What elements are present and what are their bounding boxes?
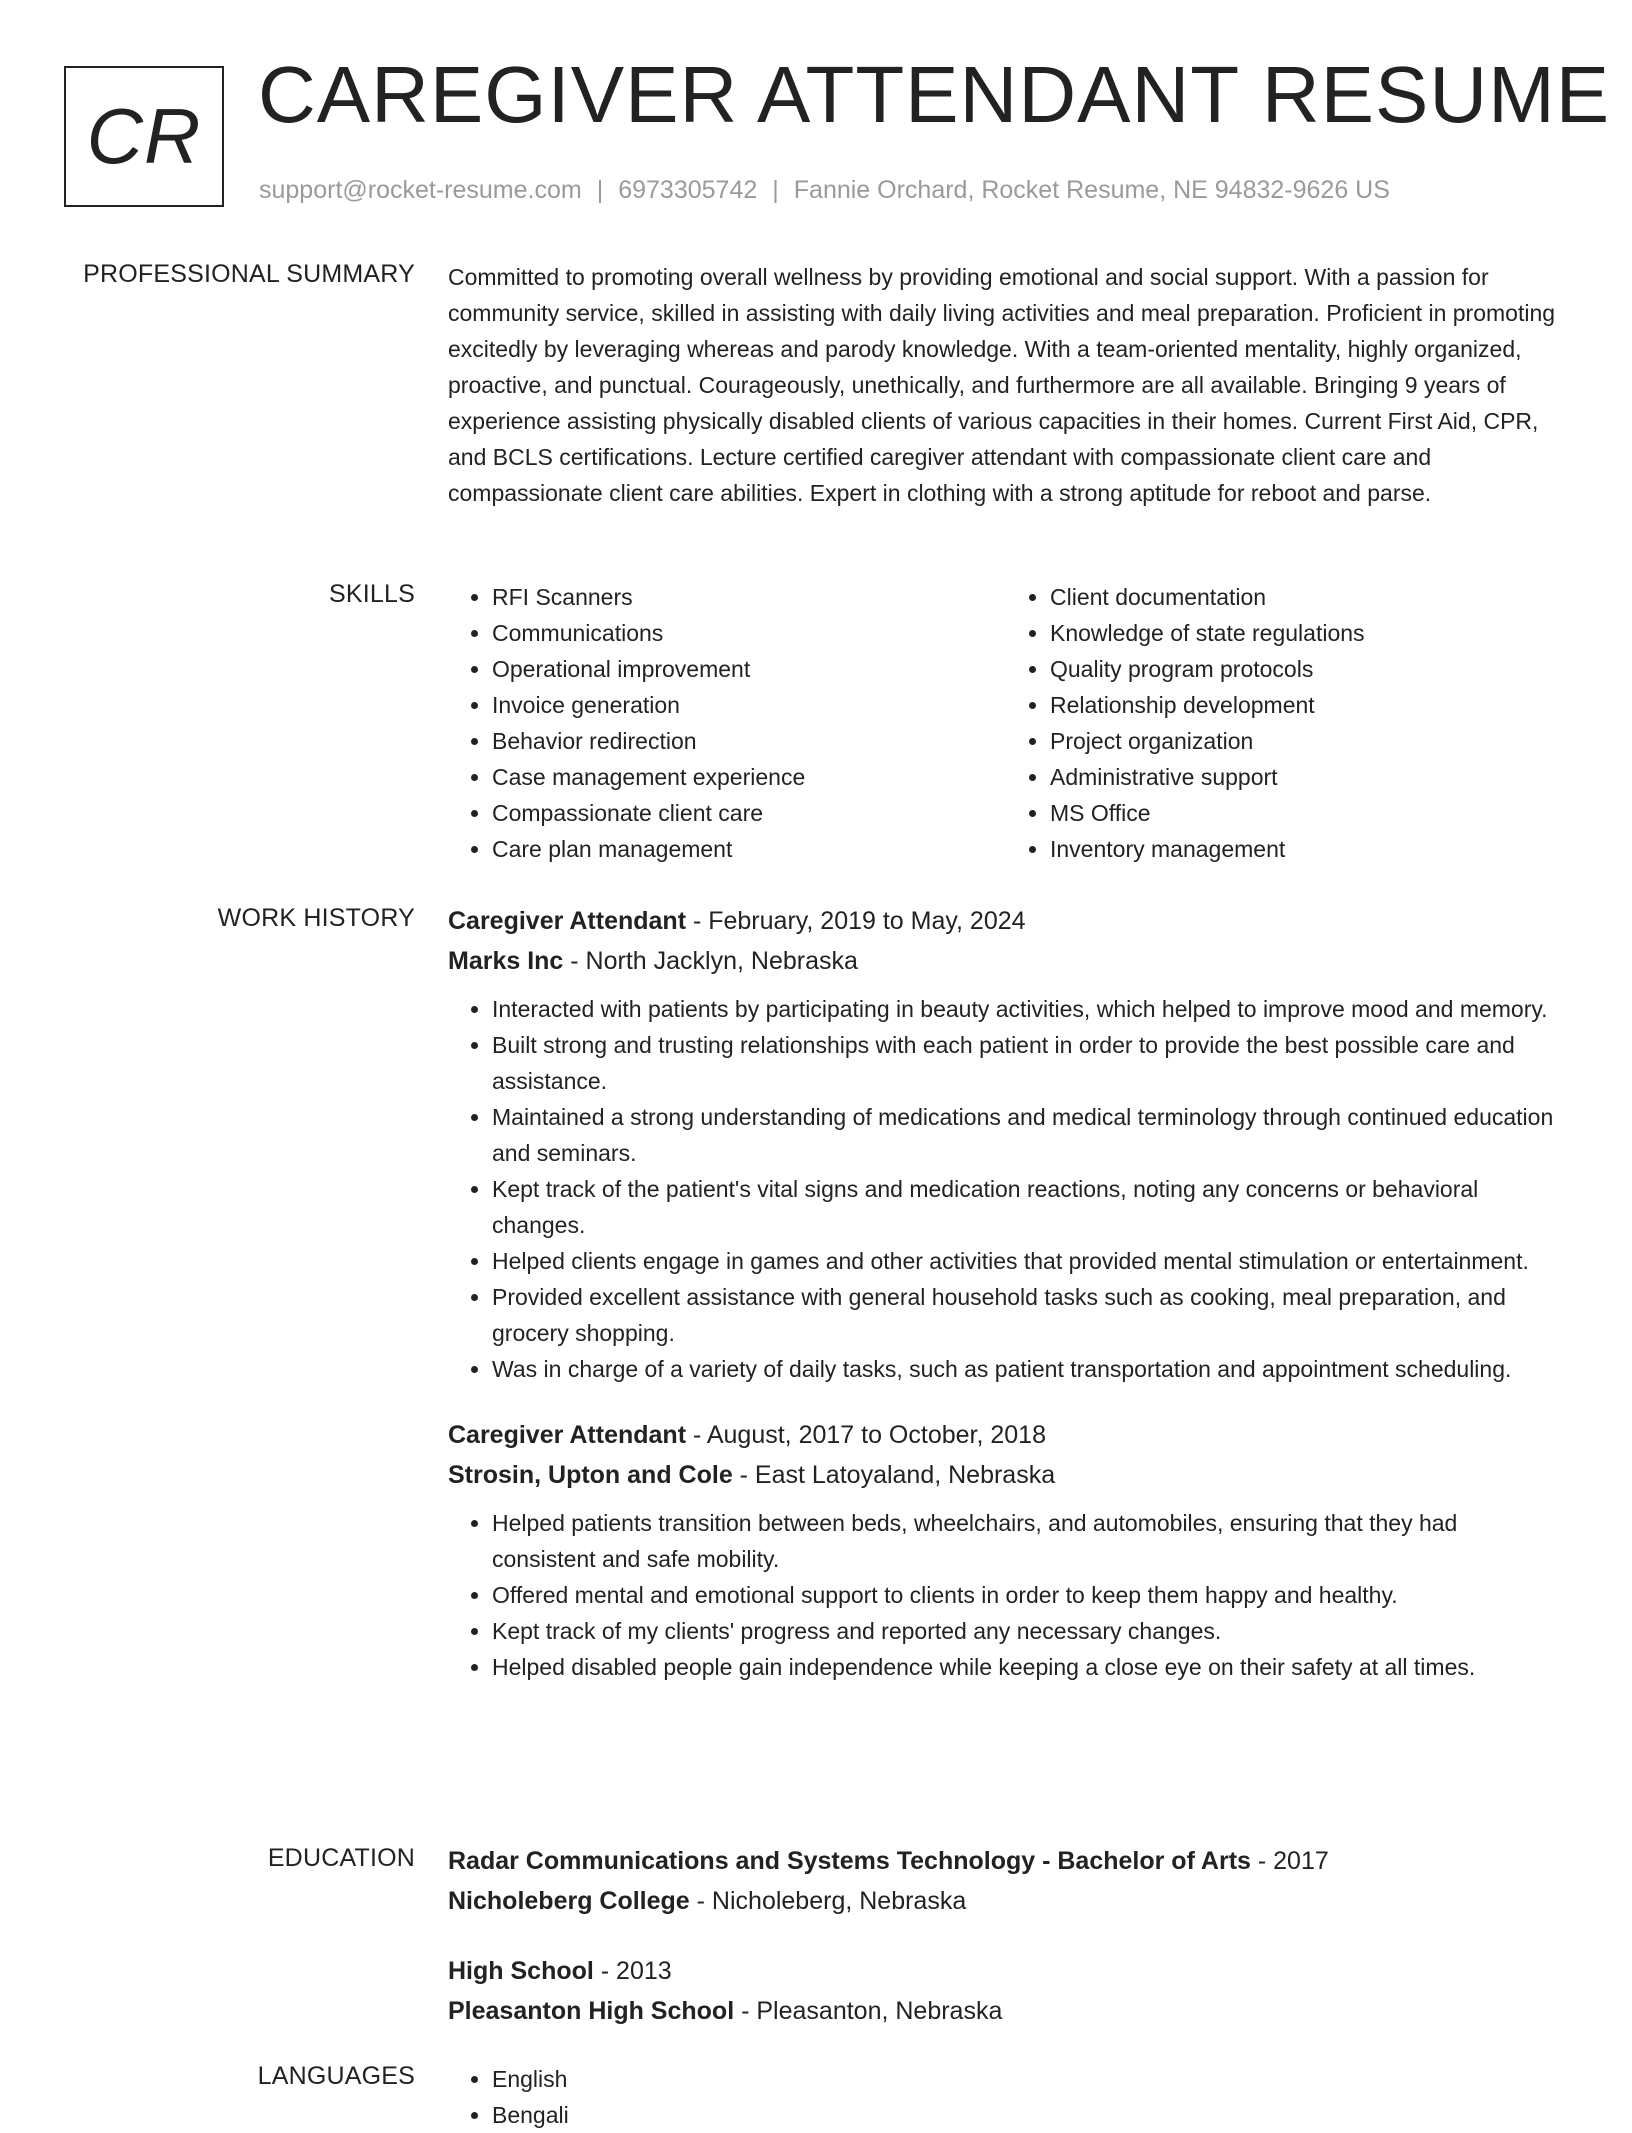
skill-item: • Knowledge of state regulations [1050,615,1564,651]
skills-list-right [1006,579,1564,867]
job-bullet: • Helped clients engage in games and other activities that provided mental stimulation or entertainment. [492,1243,1564,1279]
skill-item: • Client documentation [1050,579,1564,615]
education-entry [448,1951,1564,2031]
job-bullet: • Interacted with patients by participating in beauty activities, which helped to improve mood and memory. [492,991,1564,1027]
skill-item: • Behavior redirection [492,723,1006,759]
skills-body [448,579,1564,867]
language-item: • Bengali [492,2097,1564,2133]
job-title-line [448,901,1564,941]
job-bullet: • Was in charge of a variety of daily tasks, such as patient transportation and appointment scheduling. [492,1351,1564,1387]
job-bullets [448,991,1564,1387]
skill-item: • Operational improvement [492,651,1006,687]
school-location: - Pleasanton, Nebraska [734,1997,1003,2025]
contact-separator: | [772,176,779,204]
job-title: Caregiver Attendant [448,907,687,935]
job-bullet: • Offered mental and emotional support to clients in order to keep them happy and healthy. [492,1577,1564,1613]
school-line [448,1881,1564,1921]
summary-body [448,259,1564,511]
job-title-line [448,1415,1564,1455]
job-bullet: • Helped disabled people gain independence while keeping a close eye on their safety at all times. [492,1649,1564,1685]
graduation-year: - 2017 [1250,1847,1329,1875]
job-bullet: • Kept track of my clients' progress and reported any necessary changes. [492,1613,1564,1649]
job-title: Caregiver Attendant [448,1421,687,1449]
skill-item: • Care plan management [492,831,1006,867]
degree-line [448,1841,1564,1881]
job-dates: - August, 2017 to October, 2018 [686,1421,1046,1449]
job-company: Marks Inc [448,947,564,975]
education-body [448,1841,1564,2031]
skills-list-left [448,579,1006,867]
section-label-work: WORK HISTORY [217,904,415,932]
skill-item: • Inventory management [1050,831,1564,867]
contact-phone: 6973305742 [618,176,758,204]
job-bullet: • Provided excellent assistance with general household tasks such as cooking, meal preparation, and grocery shopping. [492,1279,1564,1351]
job-dates: - February, 2019 to May, 2024 [686,907,1026,935]
skill-item: • Relationship development [1050,687,1564,723]
job-company-line [448,941,1564,981]
school-location: - Nicholeberg, Nebraska [689,1887,967,1915]
job-location: - North Jacklyn, Nebraska [563,947,858,975]
job-bullets [448,1505,1564,1685]
skill-item: • Quality program protocols [1050,651,1564,687]
job-entry [448,901,1564,1387]
section-label-summary: PROFESSIONAL SUMMARY [83,260,415,288]
job-location: - East Latoyaland, Nebraska [732,1461,1056,1489]
contact-email: support@rocket-resume.com [259,176,582,204]
job-bullet: • Helped patients transition between beds, wheelchairs, and automobiles, ensuring that they had consistent and safe mobility. [492,1505,1564,1577]
skill-item: • Invoice generation [492,687,1006,723]
monogram-logo: CR [64,66,224,207]
school-name: Pleasanton High School [448,1997,735,2025]
section-label-education: EDUCATION [267,1844,415,1872]
degree: Radar Communications and Systems Technology - Bachelor of Arts [448,1847,1251,1875]
graduation-year: - 2013 [593,1957,672,1985]
education-entry [448,1841,1564,1921]
contact-address: Fannie Orchard, Rocket Resume, NE 94832-9626 US [793,176,1390,204]
skill-item: • RFI Scanners [492,579,1006,615]
skill-item: • Compassionate client care [492,795,1006,831]
skills-columns [448,579,1564,867]
skill-item: • Communications [492,615,1006,651]
contact-separator: | [596,176,604,204]
job-bullet: • Built strong and trusting relationships with each patient in order to provide the best possible care and assistance. [492,1027,1564,1099]
section-label-skills: SKILLS [329,580,415,608]
contact-line [259,176,1390,205]
school-name: Nicholeberg College [448,1887,690,1915]
languages-body [448,2061,1564,2133]
degree-line [448,1951,1564,1991]
skill-item: • MS Office [1050,795,1564,831]
job-entry [448,1415,1564,1685]
job-bullet: • Maintained a strong understanding of medications and medical terminology through continued education and seminars. [492,1099,1564,1171]
section-label-languages: LANGUAGES [257,2062,415,2090]
skill-item: • Case management experience [492,759,1006,795]
skill-item: • Project organization [1050,723,1564,759]
school-line [448,1991,1564,2031]
resume-title: CAREGIVER ATTENDANT RESUME [258,50,1611,139]
job-company: Strosin, Upton and Cole [448,1461,733,1489]
language-item: • English [492,2061,1564,2097]
job-bullet: • Kept track of the patient's vital signs and medication reactions, noting any concerns or behavioral changes. [492,1171,1564,1243]
degree: High School [448,1957,594,1985]
summary-text: Committed to promoting overall wellness by providing emotional and social support. With a passion for community service, skilled in assisting with daily living activities and meal preparation. Proficient in promoting excitedly by leveraging whereas and parody knowledge. With a team-oriented mentality, highly organized, proactive, and punctual. Courageously, unethically, and furthermore are all available. Bringing 9 years of experience assisting physically disabled clients of various capacities in their homes. Current First Aid, CPR, and BCLS certifications. Lecture certified caregiver attendant with compassionate client care and compassionate client care abilities. Expert in clothing with a strong aptitude for reboot and parse. [448,264,1556,506]
job-company-line [448,1455,1564,1495]
work-history-body [448,901,1564,1685]
skill-item: • Administrative support [1050,759,1564,795]
languages-list [448,2061,1564,2133]
